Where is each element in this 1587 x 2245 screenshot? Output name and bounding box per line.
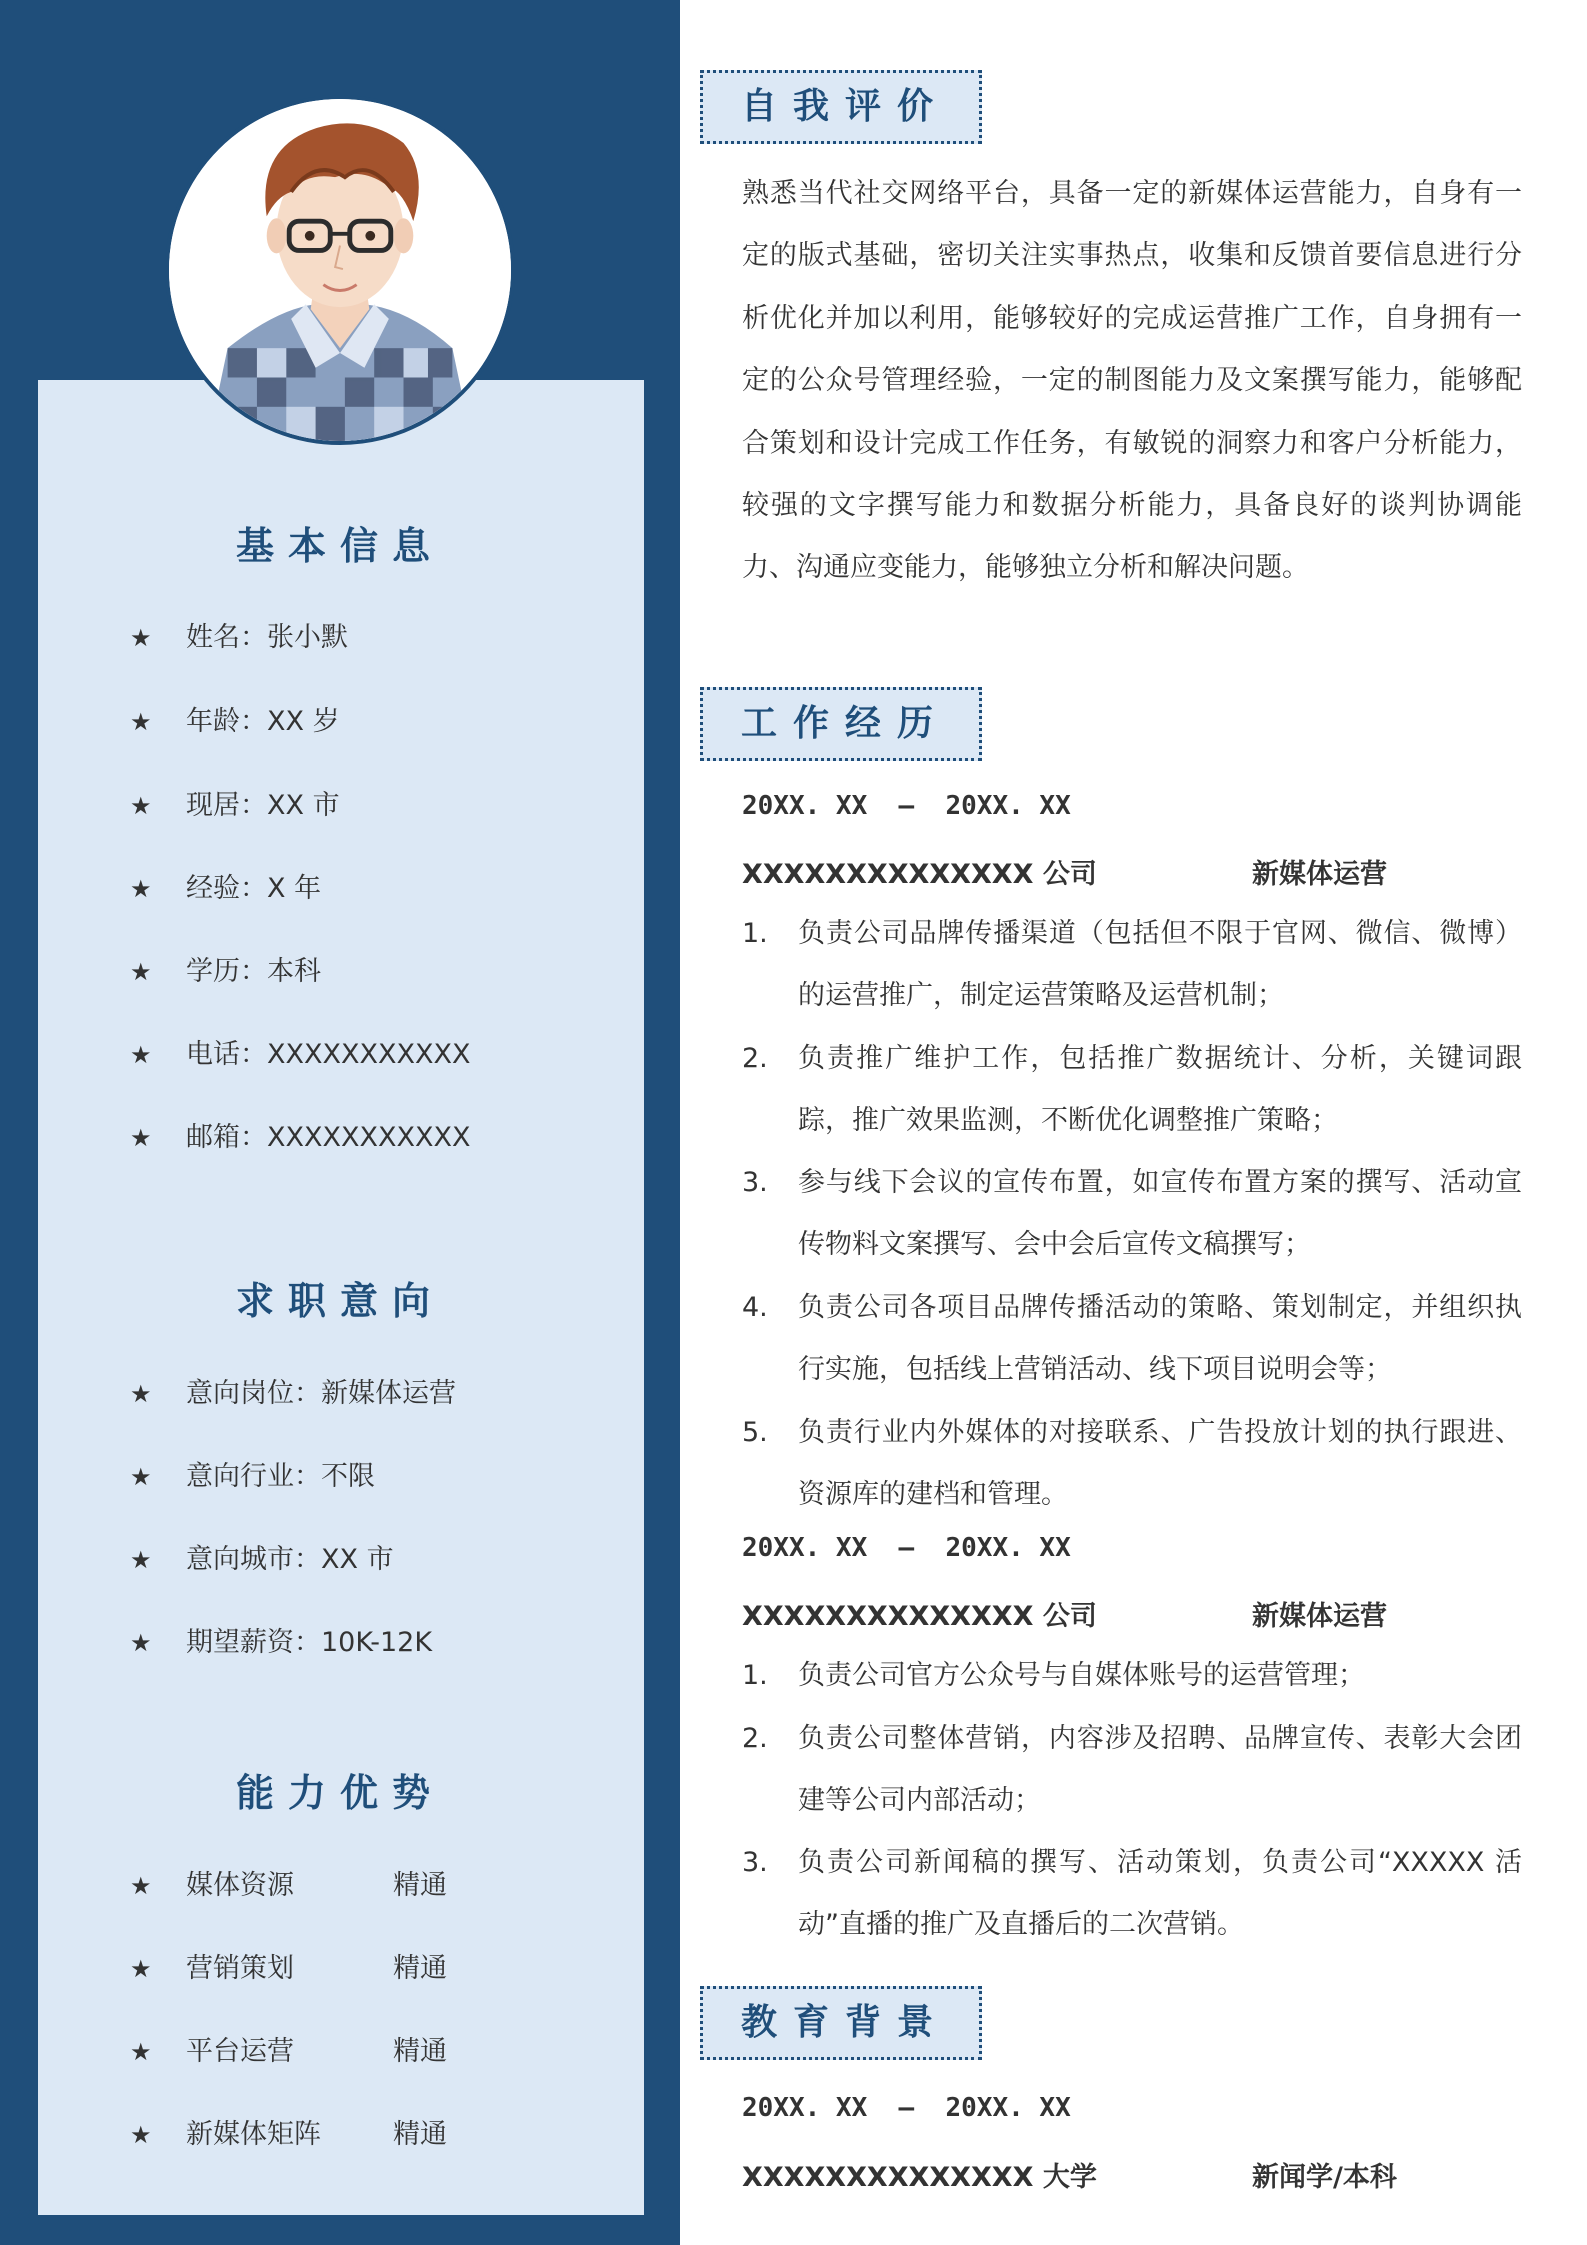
duty-number: 2. [742, 1043, 768, 1074]
star-icon: ★ [130, 792, 152, 820]
duty-number: 1. [742, 918, 768, 949]
job-company-line [742, 852, 1522, 891]
education-heading: 教育背景 [700, 1986, 982, 2060]
star-icon: ★ [130, 2038, 152, 2066]
job-duty [742, 1152, 1522, 1277]
self-evaluation-heading: 自我评价 [700, 70, 982, 144]
duty-text: 负责公司新闻稿的撰写、活动策划，负责公司“XXXXX 活动”直播的推广及直播后的二次营销。 [798, 1847, 1522, 1941]
strength-item [130, 2115, 447, 2155]
duty-number: 4. [742, 1292, 768, 1323]
basic-info-heading: 基本信息 [235, 524, 444, 568]
work-experience-heading: 工作经历 [700, 687, 982, 761]
strength-level: 精通 [393, 2119, 447, 2150]
job-duty [742, 1402, 1522, 1527]
star-icon: ★ [130, 708, 152, 736]
info-email [130, 1118, 470, 1158]
info-residence-text: 现居：XX 市 [186, 790, 340, 821]
star-icon: ★ [130, 1463, 152, 1491]
job-duty [742, 1708, 1522, 1833]
duty-number: 2. [742, 1723, 768, 1754]
duty-text: 参与线下会议的宣传布置，如宣传布置方案的撰写、活动宣传物料文案撰写、会中会后宣传文稿撰写； [798, 1167, 1522, 1261]
star-icon: ★ [130, 1629, 152, 1657]
star-icon: ★ [130, 1872, 152, 1900]
duty-text: 负责公司整体营销，内容涉及招聘、品牌宣传、表彰大会团建等公司内部活动； [798, 1723, 1522, 1817]
info-residence [130, 786, 340, 826]
strength-item [130, 1949, 447, 1989]
star-icon: ★ [130, 624, 152, 652]
intent-salary [130, 1623, 432, 1663]
info-phone-text: 电话：XXXXXXXXXXX [186, 1039, 471, 1070]
duty-text: 负责推广维护工作，包括推广数据统计、分析，关键词跟踪，推广效果监测，不断优化调整推广策略； [798, 1043, 1522, 1137]
info-age-text: 年龄：XX 岁 [186, 706, 340, 737]
job-company: XXXXXXXXXXXXXX 公司 [742, 859, 1097, 890]
self-evaluation-text: 熟悉当代社交网络平台，具备一定的新媒体运营能力，自身有一定的版式基础，密切关注实事热点，收集和反馈首要信息进行分析优化并加以利用，能够较好的完成运营推广工作，自身拥有一定的公众号管理经验，一定的制图能力及文案撰写能力，能够配合策划和设计完成工作任务，有敏锐的洞察力和客户分析能力，较强的文字撰写能力和数据分析能力，具备良好的谈判协调能力、沟通应变能力，能够独立分析和解决问题。 [742, 178, 1522, 584]
intent-position [130, 1374, 456, 1414]
job-role: 新媒体运营 [1252, 1601, 1387, 1632]
strength-level: 精通 [393, 1870, 447, 1901]
duty-text: 负责公司品牌传播渠道（包括但不限于官网、微信、微博）的运营推广，制定运营策略及运营机制； [798, 918, 1522, 1012]
strength-item [130, 1866, 447, 1906]
star-icon: ★ [130, 1041, 152, 1069]
job-duty [742, 1645, 1522, 1707]
info-name-text: 姓名：张小默 [186, 622, 348, 653]
strengths-heading: 能力优势 [235, 1771, 444, 1815]
info-education [130, 952, 321, 992]
job-duty [742, 1277, 1522, 1402]
avatar [165, 95, 515, 445]
job-duty [742, 1832, 1522, 1957]
intent-industry [130, 1457, 375, 1497]
intent-industry-text: 意向行业：不限 [186, 1461, 375, 1492]
star-icon: ★ [130, 1380, 152, 1408]
job-date: 20XX. XX – 20XX. XX [742, 791, 1071, 821]
duty-text: 负责行业内外媒体的对接联系、广告投放计划的执行跟进、资源库的建档和管理。 [798, 1417, 1522, 1511]
job-duty [742, 1028, 1522, 1153]
duty-text: 负责公司官方公众号与自媒体账号的运营管理； [798, 1660, 1365, 1691]
strength-name: 平台运营 [186, 2036, 294, 2067]
education-major: 新闻学/本科 [1252, 2162, 1397, 2193]
strength-name: 媒体资源 [186, 1870, 294, 1901]
info-name [130, 618, 348, 658]
info-education-text: 学历：本科 [186, 956, 321, 987]
job-company-line [742, 1594, 1522, 1633]
job-intent-heading: 求职意向 [235, 1279, 444, 1323]
info-email-text: 邮箱：XXXXXXXXXXX [186, 1122, 471, 1153]
star-icon: ★ [130, 958, 152, 986]
duty-number: 3. [742, 1847, 768, 1878]
star-icon: ★ [130, 1124, 152, 1152]
star-icon: ★ [130, 2121, 152, 2149]
info-phone [130, 1035, 470, 1075]
star-icon: ★ [130, 875, 152, 903]
strength-level: 精通 [393, 1953, 447, 1984]
education-date: 20XX. XX – 20XX. XX [742, 2093, 1071, 2123]
strength-name: 营销策划 [186, 1953, 294, 1984]
cartoon-man-with-glasses-avatar-icon [169, 99, 511, 441]
star-icon: ★ [130, 1955, 152, 1983]
star-icon: ★ [130, 1546, 152, 1574]
info-experience-text: 经验：X 年 [186, 873, 322, 904]
strength-item [130, 2032, 447, 2072]
education-line [742, 2155, 1522, 2194]
job-date: 20XX. XX – 20XX. XX [742, 1533, 1071, 1563]
info-experience [130, 869, 321, 909]
intent-salary-text: 期望薪资：10K-12K [186, 1627, 433, 1658]
intent-position-text: 意向岗位：新媒体运营 [186, 1378, 456, 1409]
intent-city [130, 1540, 394, 1580]
duty-number: 3. [742, 1167, 768, 1198]
job-company: XXXXXXXXXXXXXX 公司 [742, 1601, 1097, 1632]
education-school: XXXXXXXXXXXXXX 大学 [742, 2162, 1097, 2193]
duty-number: 1. [742, 1660, 768, 1691]
duty-text: 负责公司各项目品牌传播活动的策略、策划制定，并组织执行实施，包括线上营销活动、线下项目说明会等； [798, 1292, 1522, 1386]
strength-level: 精通 [393, 2036, 447, 2067]
intent-city-text: 意向城市：XX 市 [186, 1544, 394, 1575]
strength-name: 新媒体矩阵 [186, 2119, 321, 2150]
job-role: 新媒体运营 [1252, 859, 1387, 890]
duty-number: 5. [742, 1417, 768, 1448]
job-duty [742, 903, 1522, 1028]
info-age [130, 702, 340, 742]
